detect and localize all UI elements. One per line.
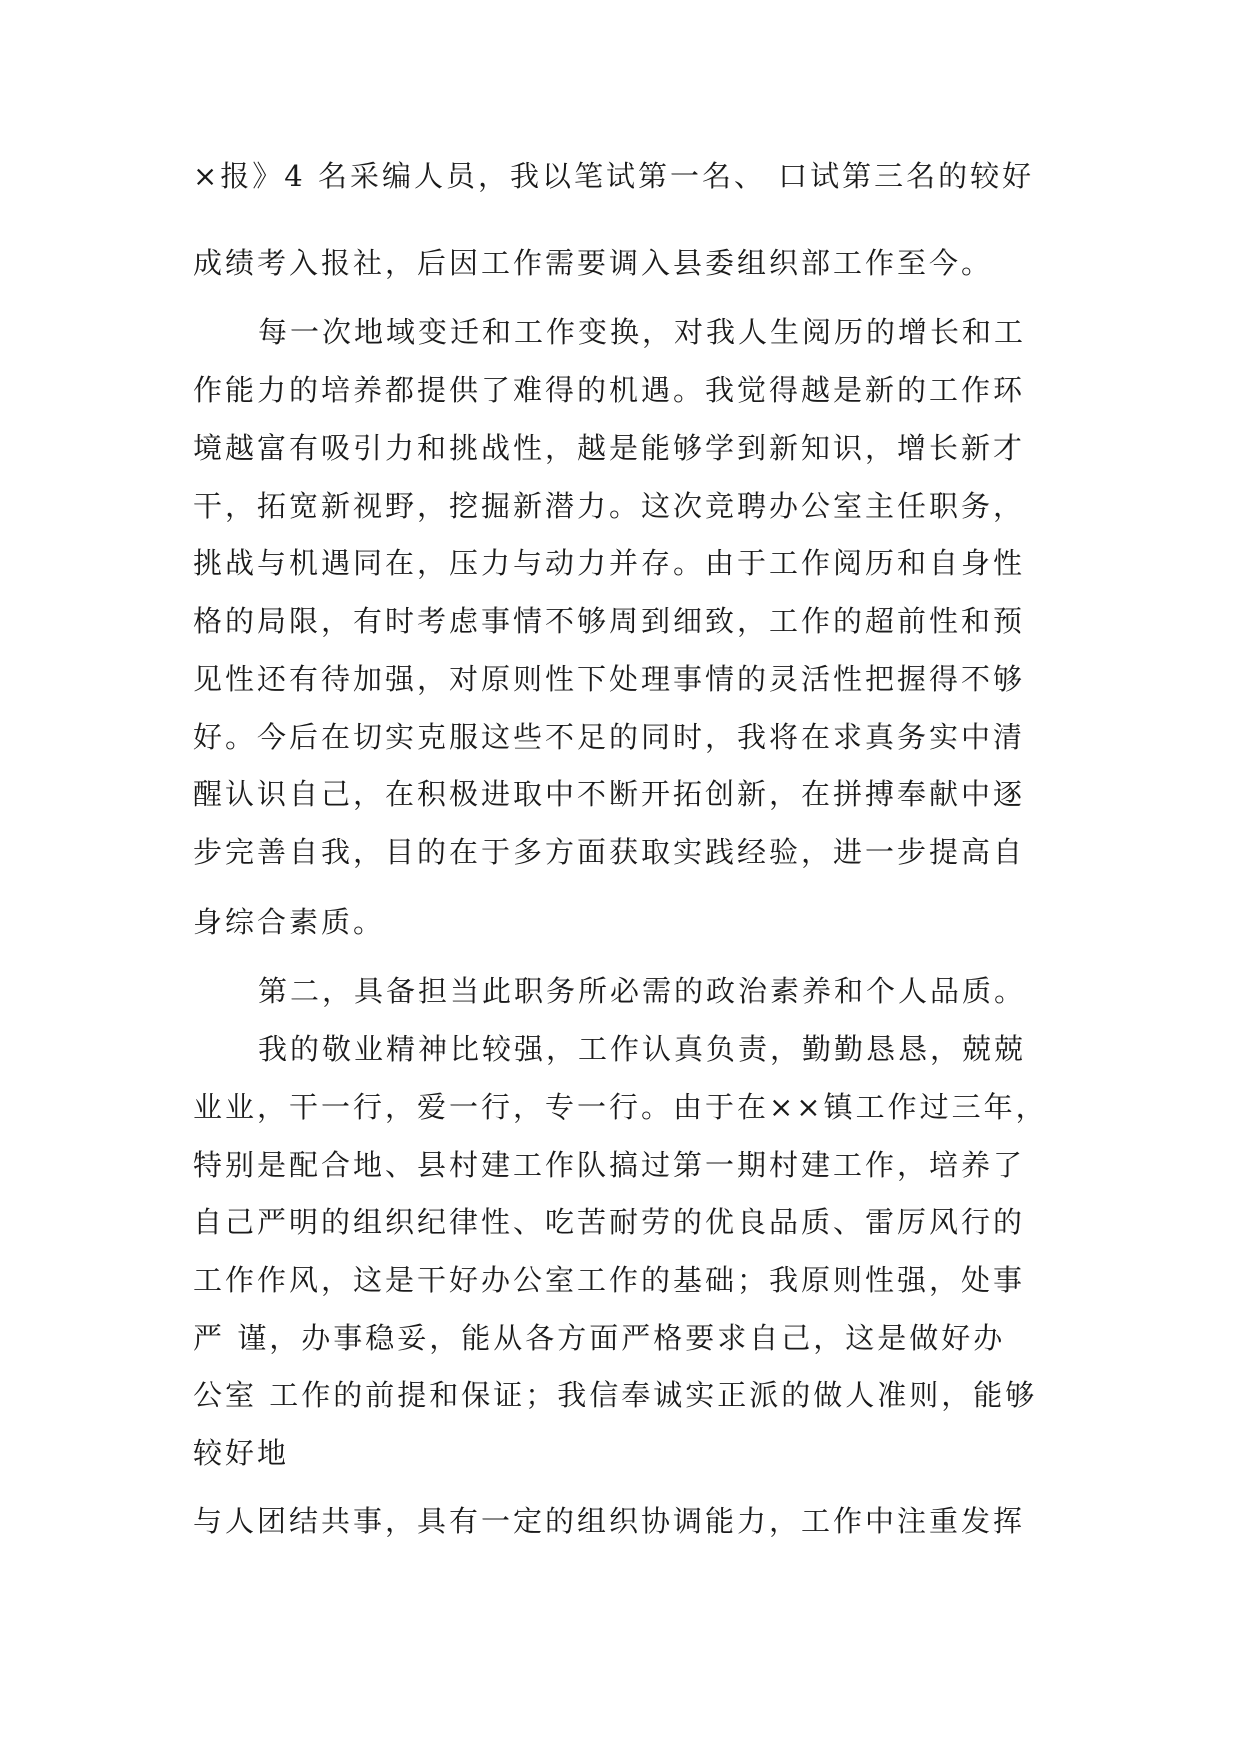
text-line: 较好地 [193, 1436, 290, 1470]
text-line: ×报》4 名采编人员，我以笔试第一名、 口试第三名的较好 [193, 159, 1035, 193]
text-line: 干，拓宽新视野，挖掘新潜力。这次竞聘办公室主任职务， [193, 489, 1026, 523]
section-heading-line: 第二，具备担当此职务所必需的政治素养和个人品质。 [258, 974, 1027, 1008]
text-line: 特别是配合地、县村建工作队搞过第一期村建工作，培养了 [193, 1148, 1026, 1182]
text-line: 成绩考入报社，后因工作需要调入县委组织部工作至今。 [193, 246, 994, 280]
text-line: 见性还有待加强，对原则性下处理事情的灵活性把握得不够 [193, 662, 1026, 696]
text-line: 业业，干一行，爱一行，专一行。由于在××镇工作过三年， [193, 1090, 1048, 1124]
text-line: 与人团结共事，具有一定的组织协调能力，工作中注重发挥 [193, 1504, 1026, 1538]
text-line: 工作作风，这是干好办公室工作的基础；我原则性强，处事 [193, 1263, 1026, 1297]
text-line: 自己严明的组织纪律性、吃苦耐劳的优良品质、雷厉风行的 [193, 1205, 1026, 1239]
text-line: 步完善自我，目的在于多方面获取实践经验，进一步提高自 [193, 835, 1026, 869]
paragraph-start-line: 我的敬业精神比较强，工作认真负责，勤勤恳恳，兢兢 [258, 1032, 1027, 1066]
text-line: 挑战与机遇同在，压力与动力并存。由于工作阅历和自身性 [193, 546, 1026, 580]
text-line: 公室 工作的前提和保证；我信奉诚实正派的做人准则，能够 [193, 1378, 1038, 1412]
paragraph-start-line: 每一次地域变迁和工作变换，对我人生阅历的增长和工 [258, 315, 1027, 349]
text-line: 格的局限，有时考虑事情不够周到细致，工作的超前性和预 [193, 604, 1026, 638]
text-line: 醒认识自己，在积极进取中不断开拓创新，在拼搏奉献中逐 [193, 777, 1026, 811]
text-line: 严 谨，办事稳妥，能从各方面严格要求自己，这是做好办 [193, 1321, 1006, 1355]
text-line: 境越富有吸引力和挑战性，越是能够学到新知识，增长新才 [193, 431, 1026, 465]
text-line: 身综合素质。 [193, 905, 386, 939]
text-line: 作能力的培养都提供了难得的机遇。我觉得越是新的工作环 [193, 373, 1026, 407]
text-line: 好。今后在切实克服这些不足的同时，我将在求真务实中清 [193, 720, 1026, 754]
